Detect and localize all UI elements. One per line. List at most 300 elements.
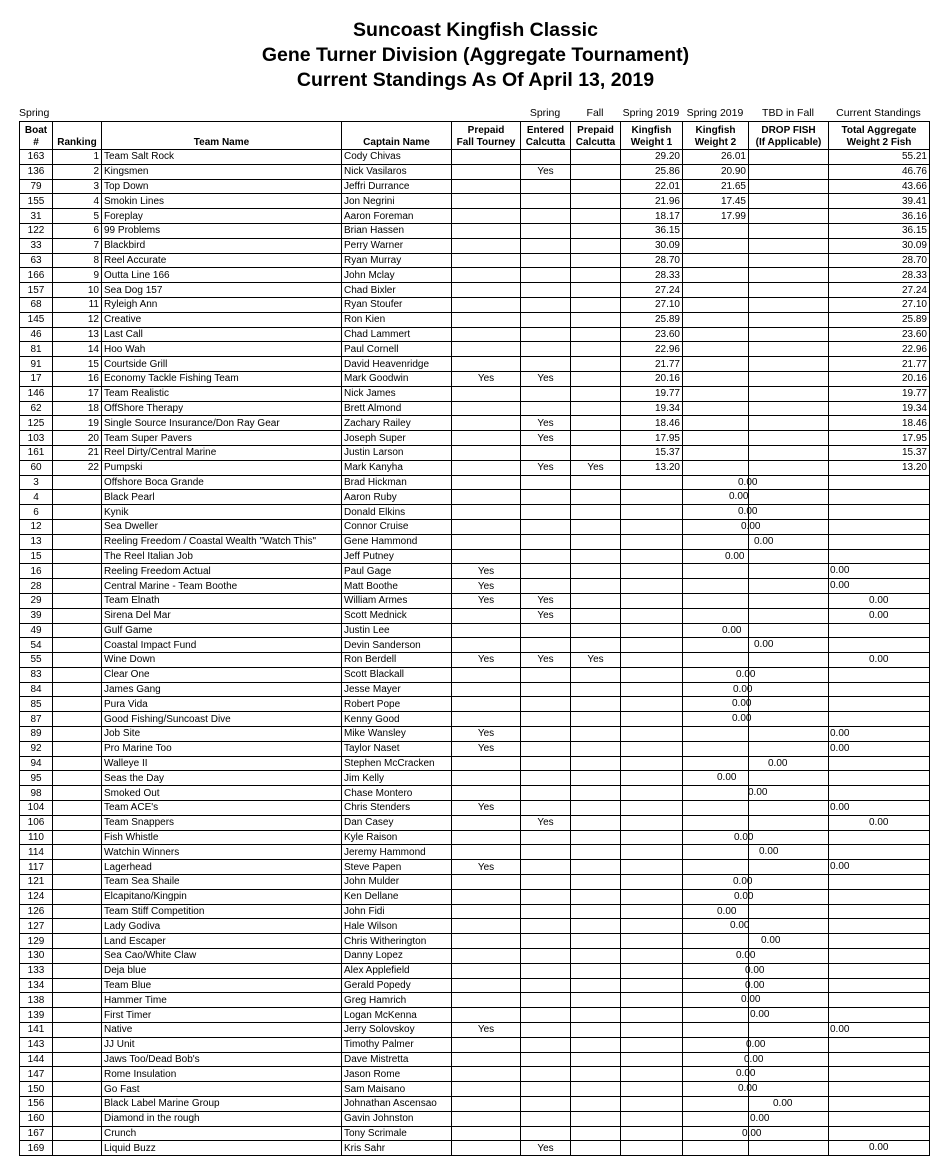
cell-drop-fish (749, 164, 829, 179)
cell-team-name: Outta Line 166 (102, 268, 342, 283)
cell-ranking (53, 505, 102, 520)
cell-team-name: Black Pearl (102, 490, 342, 505)
cell-weight-2 (683, 283, 749, 298)
cell-prepaid-fall (452, 312, 521, 327)
cell-prepaid-calcutta (571, 978, 621, 993)
cell-prepaid-fall (452, 297, 521, 312)
cell-boat: 121 (20, 875, 53, 890)
cell-ranking (53, 593, 102, 608)
preheader-fall-prepaid: Fall (586, 107, 604, 119)
cell-prepaid-fall (452, 786, 521, 801)
table-row (20, 875, 930, 890)
cell-drop-fish (749, 505, 829, 520)
cell-prepaid-fall (452, 223, 521, 238)
cell-entered-calcutta (521, 194, 571, 209)
zero-value: 0.00 (738, 476, 758, 488)
cell-drop-fish (749, 238, 829, 253)
cell-weight-2 (683, 1067, 756, 1082)
cell-prepaid-calcutta (571, 756, 621, 771)
cell-prepaid-calcutta (571, 845, 621, 860)
cell-boat: 54 (20, 638, 53, 653)
cell-captain-name: Justin Larson (342, 445, 452, 460)
cell-total-aggregate (829, 756, 930, 771)
cell-boat: 126 (20, 904, 53, 919)
cell-prepaid-calcutta (571, 934, 621, 949)
cell-weight-1 (621, 490, 683, 505)
header-line-2: Weight 2 Fish (846, 136, 912, 148)
cell-captain-name: Tony Scrimale (342, 1126, 452, 1141)
cell-prepaid-fall (452, 327, 521, 342)
cell-prepaid-fall: Yes (452, 801, 521, 816)
cell-team-name: Elcapitano/Kingpin (102, 889, 342, 904)
column-header-boat (20, 122, 53, 150)
cell-entered-calcutta (521, 963, 571, 978)
cell-prepaid-calcutta (571, 357, 621, 372)
cell-team-name: Diamond in the rough (102, 1111, 342, 1126)
cell-weight-1 (621, 1052, 683, 1067)
cell-ranking (53, 638, 102, 653)
cell-prepaid-fall (452, 934, 521, 949)
cell-entered-calcutta (521, 386, 571, 401)
cell-weight-2 (683, 845, 749, 860)
cell-prepaid-calcutta (571, 564, 621, 579)
cell-weight-1 (621, 593, 683, 608)
table-row (20, 534, 930, 549)
cell-prepaid-fall (452, 712, 521, 727)
cell-total-aggregate (829, 978, 930, 993)
zero-value: 0.00 (736, 1068, 756, 1080)
cell-captain-name: Paul Gage (342, 564, 452, 579)
cell-prepaid-fall (452, 401, 521, 416)
cell-captain-name: Jerry Solovskoy (342, 1023, 452, 1038)
standings-table (19, 121, 930, 1156)
cell-entered-calcutta (521, 549, 571, 564)
cell-boat: 16 (20, 564, 53, 579)
header-line-2: (If Applicable) (755, 136, 822, 148)
cell-captain-name: Jeremy Hammond (342, 845, 452, 860)
zero-value: 0.00 (869, 609, 889, 621)
cell-prepaid-fall (452, 534, 521, 549)
cell-weight-1 (621, 934, 683, 949)
cell-weight-1 (621, 549, 683, 564)
cell-ranking (53, 1067, 102, 1082)
cell-total-aggregate: 15.37 (829, 445, 930, 460)
cell-drop-fish (749, 1067, 829, 1082)
column-preheader (19, 107, 929, 120)
cell-total-aggregate: 30.09 (829, 238, 930, 253)
cell-total-aggregate (829, 815, 930, 830)
cell-entered-calcutta (521, 505, 571, 520)
cell-boat: 138 (20, 993, 53, 1008)
cell-prepaid-fall: Yes (452, 593, 521, 608)
cell-prepaid-fall: Yes (452, 653, 521, 668)
cell-drop-fish (749, 741, 829, 756)
cell-weight-2 (683, 1141, 749, 1156)
cell-prepaid-calcutta (571, 475, 621, 490)
cell-weight-2 (683, 312, 749, 327)
cell-team-name: Team Snappers (102, 815, 342, 830)
cell-weight-2: 17.99 (683, 209, 749, 224)
cell-entered-calcutta (521, 401, 571, 416)
header-line-2: Weight 1 (630, 136, 673, 148)
cell-prepaid-fall (452, 667, 521, 682)
cell-prepaid-calcutta (571, 579, 621, 594)
cell-boat: 156 (20, 1097, 53, 1112)
cell-weight-1: 21.77 (621, 357, 683, 372)
cell-prepaid-fall (452, 475, 521, 490)
cell-total-aggregate (829, 741, 930, 756)
zero-value: 0.00 (729, 491, 749, 503)
cell-drop-fish (749, 771, 829, 786)
table-row (20, 297, 930, 312)
cell-entered-calcutta (521, 1052, 571, 1067)
cell-weight-1 (621, 860, 683, 875)
cell-team-name: Fish Whistle (102, 830, 342, 845)
column-header-team-name (102, 122, 342, 150)
cell-weight-2 (683, 771, 749, 786)
cell-total-aggregate (829, 608, 930, 623)
cell-weight-2 (683, 919, 749, 934)
cell-drop-fish (749, 727, 829, 742)
cell-ranking (53, 549, 102, 564)
header-line-1: Prepaid (577, 125, 614, 136)
cell-ranking (53, 534, 102, 549)
cell-team-name: Crunch (102, 1126, 342, 1141)
cell-ranking (53, 1111, 102, 1126)
cell-weight-1 (621, 904, 683, 919)
cell-total-aggregate: 55.21 (829, 150, 930, 165)
cell-prepaid-fall (452, 431, 521, 446)
cell-ranking (53, 845, 102, 860)
cell-weight-2 (683, 727, 749, 742)
cell-drop-fish (749, 445, 829, 460)
cell-ranking (53, 815, 102, 830)
zero-value: 0.00 (869, 816, 889, 828)
cell-captain-name: Paul Cornell (342, 342, 452, 357)
table-row (20, 682, 930, 697)
cell-weight-1 (621, 815, 683, 830)
cell-total-aggregate (829, 1126, 930, 1141)
table-row (20, 801, 930, 816)
cell-drop-fish (749, 431, 829, 446)
cell-weight-2 (683, 416, 749, 431)
cell-drop-fish (749, 904, 829, 919)
cell-team-name: Economy Tackle Fishing Team (102, 371, 342, 386)
cell-entered-calcutta (521, 1126, 571, 1141)
cell-drop-fish (749, 889, 829, 904)
cell-drop-fish (749, 712, 829, 727)
cell-captain-name: Mike Wansley (342, 727, 452, 742)
cell-weight-1 (621, 1097, 683, 1112)
cell-boat: 133 (20, 963, 53, 978)
cell-captain-name: Zachary Railey (342, 416, 452, 431)
cell-ranking: 15 (53, 357, 102, 372)
cell-prepaid-fall (452, 623, 521, 638)
cell-total-aggregate (829, 949, 930, 964)
cell-team-name: Team Blue (102, 978, 342, 993)
zero-value: 0.00 (738, 1083, 758, 1095)
cell-captain-name: Aaron Foreman (342, 209, 452, 224)
table-row (20, 519, 930, 534)
cell-entered-calcutta (521, 564, 571, 579)
cell-weight-2 (683, 949, 756, 964)
cell-entered-calcutta (521, 223, 571, 238)
cell-weight-1 (621, 623, 683, 638)
cell-prepaid-calcutta (571, 386, 621, 401)
cell-prepaid-calcutta (571, 801, 621, 816)
column-header-ranking (53, 122, 102, 150)
table-row (20, 268, 930, 283)
cell-weight-1 (621, 579, 683, 594)
cell-total-aggregate (829, 549, 930, 564)
cell-weight-1 (621, 1037, 683, 1052)
cell-prepaid-calcutta (571, 223, 621, 238)
zero-value: 0.00 (736, 950, 756, 962)
cell-prepaid-calcutta (571, 431, 621, 446)
cell-total-aggregate (829, 993, 930, 1008)
cell-captain-name: Nick Vasilaros (342, 164, 452, 179)
cell-team-name: Liquid Buzz (102, 1141, 342, 1156)
cell-entered-calcutta: Yes (521, 1141, 571, 1156)
preheader-tbd-fall: TBD in Fall (762, 107, 814, 119)
cell-drop-fish (749, 608, 829, 623)
cell-ranking (53, 1141, 102, 1156)
cell-weight-2 (683, 801, 749, 816)
cell-total-aggregate (829, 1111, 930, 1126)
cell-boat: 87 (20, 712, 53, 727)
cell-total-aggregate: 17.95 (829, 431, 930, 446)
cell-prepaid-fall (452, 1126, 521, 1141)
cell-weight-1 (621, 993, 683, 1008)
cell-captain-name: Ryan Murray (342, 253, 452, 268)
cell-prepaid-calcutta (571, 623, 621, 638)
cell-weight-2 (683, 534, 749, 549)
zero-value: 0.00 (741, 520, 761, 532)
cell-prepaid-calcutta (571, 371, 621, 386)
cell-boat: 166 (20, 268, 53, 283)
cell-total-aggregate (829, 1082, 930, 1097)
cell-prepaid-fall: Yes (452, 741, 521, 756)
cell-captain-name: Chris Stenders (342, 801, 452, 816)
cell-total-aggregate (829, 564, 930, 579)
cell-drop-fish (749, 579, 829, 594)
cell-captain-name: Mark Kanyha (342, 460, 452, 475)
cell-drop-fish (749, 1052, 829, 1067)
cell-prepaid-fall (452, 505, 521, 520)
cell-ranking: 5 (53, 209, 102, 224)
header-line-2: Calcutta (525, 136, 566, 148)
cell-prepaid-fall (452, 386, 521, 401)
cell-team-name: Team ACE's (102, 801, 342, 816)
cell-prepaid-fall (452, 179, 521, 194)
cell-total-aggregate (829, 889, 930, 904)
cell-team-name: Watchin Winners (102, 845, 342, 860)
cell-prepaid-calcutta (571, 490, 621, 505)
cell-entered-calcutta (521, 638, 571, 653)
cell-weight-1 (621, 505, 683, 520)
cell-team-name: Hoo Wah (102, 342, 342, 357)
cell-prepaid-calcutta: Yes (571, 460, 621, 475)
table-row (20, 653, 930, 668)
cell-ranking (53, 697, 102, 712)
document-titles (0, 18, 951, 93)
cell-boat: 49 (20, 623, 53, 638)
table-row (20, 475, 930, 490)
cell-weight-1 (621, 771, 683, 786)
table-row (20, 1037, 930, 1052)
cell-weight-2 (683, 327, 749, 342)
cell-total-aggregate: 28.70 (829, 253, 930, 268)
cell-weight-2 (683, 238, 749, 253)
cell-boat: 124 (20, 889, 53, 904)
cell-entered-calcutta (521, 253, 571, 268)
cell-weight-2 (683, 223, 749, 238)
table-row (20, 164, 930, 179)
cell-prepaid-fall (452, 283, 521, 298)
cell-captain-name: Chris Witherington (342, 934, 452, 949)
zero-value: 0.00 (738, 506, 758, 518)
cell-prepaid-calcutta (571, 860, 621, 875)
cell-ranking (53, 712, 102, 727)
cell-team-name: Reeling Freedom / Coastal Wealth "Watch This" (102, 534, 342, 549)
cell-weight-1 (621, 801, 683, 816)
table-row (20, 786, 930, 801)
zero-value: 0.00 (734, 890, 754, 902)
table-row (20, 460, 930, 475)
cell-boat: 134 (20, 978, 53, 993)
cell-drop-fish (749, 1097, 829, 1112)
cell-ranking: 4 (53, 194, 102, 209)
cell-team-name: Good Fishing/Suncoast Dive (102, 712, 342, 727)
cell-ranking (53, 786, 102, 801)
zero-value: 0.00 (744, 1053, 764, 1065)
cell-weight-1 (621, 845, 683, 860)
cell-entered-calcutta (521, 682, 571, 697)
cell-team-name: Ryleigh Ann (102, 297, 342, 312)
cell-ranking: 9 (53, 268, 102, 283)
cell-total-aggregate: 27.10 (829, 297, 930, 312)
cell-weight-2 (683, 1111, 749, 1126)
cell-prepaid-calcutta (571, 727, 621, 742)
cell-weight-2 (683, 1082, 758, 1097)
cell-weight-2 (683, 268, 749, 283)
table-row (20, 342, 930, 357)
table-row (20, 194, 930, 209)
cell-weight-2 (683, 1126, 762, 1141)
cell-weight-2 (683, 593, 749, 608)
cell-weight-1: 19.77 (621, 386, 683, 401)
cell-team-name: The Reel Italian Job (102, 549, 342, 564)
table-row (20, 756, 930, 771)
cell-weight-1: 27.24 (621, 283, 683, 298)
cell-captain-name: Hale Wilson (342, 919, 452, 934)
cell-captain-name: David Heavenridge (342, 357, 452, 372)
cell-prepaid-fall (452, 845, 521, 860)
cell-prepaid-fall (452, 875, 521, 890)
header-line-2: # (33, 136, 39, 148)
cell-team-name: Team Super Pavers (102, 431, 342, 446)
cell-team-name: Smokin Lines (102, 194, 342, 209)
cell-weight-1: 25.86 (621, 164, 683, 179)
cell-boat: 92 (20, 741, 53, 756)
cell-total-aggregate (829, 1023, 930, 1038)
cell-drop-fish (749, 179, 829, 194)
cell-prepaid-fall (452, 164, 521, 179)
zero-value: 0.00 (732, 713, 752, 725)
cell-weight-2 (683, 253, 749, 268)
table-row (20, 608, 930, 623)
table-row (20, 431, 930, 446)
cell-captain-name: Kyle Raison (342, 830, 452, 845)
cell-entered-calcutta (521, 297, 571, 312)
cell-boat: 106 (20, 815, 53, 830)
cell-prepaid-fall (452, 697, 521, 712)
cell-prepaid-calcutta (571, 268, 621, 283)
cell-boat: 83 (20, 667, 53, 682)
cell-entered-calcutta: Yes (521, 653, 571, 668)
cell-team-name: Kynik (102, 505, 342, 520)
cell-entered-calcutta (521, 327, 571, 342)
cell-prepaid-fall (452, 1037, 521, 1052)
cell-drop-fish (749, 815, 829, 830)
cell-team-name: Top Down (102, 179, 342, 194)
table-row (20, 283, 930, 298)
table-row (20, 357, 930, 372)
cell-weight-2 (683, 638, 749, 653)
cell-team-name: Rome Insulation (102, 1067, 342, 1082)
cell-boat: 4 (20, 490, 53, 505)
cell-ranking (53, 519, 102, 534)
cell-total-aggregate (829, 1008, 930, 1023)
cell-prepaid-fall (452, 445, 521, 460)
cell-captain-name: Connor Cruise (342, 519, 452, 534)
cell-drop-fish (749, 209, 829, 224)
cell-weight-2 (683, 1023, 749, 1038)
cell-captain-name: Jeffri Durrance (342, 179, 452, 194)
cell-total-aggregate: 36.15 (829, 223, 930, 238)
cell-drop-fish (749, 1037, 829, 1052)
cell-total-aggregate: 20.16 (829, 371, 930, 386)
cell-prepaid-calcutta (571, 1008, 621, 1023)
cell-entered-calcutta (521, 845, 571, 860)
cell-total-aggregate (829, 830, 930, 845)
cell-weight-2 (683, 1008, 749, 1023)
cell-prepaid-calcutta (571, 327, 621, 342)
cell-entered-calcutta (521, 209, 571, 224)
cell-weight-2 (683, 386, 749, 401)
cell-captain-name: Stephen McCracken (342, 756, 452, 771)
cell-drop-fish (749, 1082, 829, 1097)
column-header-drop-fish (749, 122, 829, 150)
cell-entered-calcutta (521, 1067, 571, 1082)
cell-drop-fish (749, 593, 829, 608)
cell-team-name: Go Fast (102, 1082, 342, 1097)
cell-entered-calcutta (521, 771, 571, 786)
cell-weight-1: 36.15 (621, 223, 683, 238)
cell-total-aggregate (829, 623, 930, 638)
cell-entered-calcutta (521, 238, 571, 253)
cell-ranking (53, 727, 102, 742)
cell-weight-1: 22.96 (621, 342, 683, 357)
cell-team-name: First Timer (102, 1008, 342, 1023)
cell-entered-calcutta (521, 875, 571, 890)
cell-entered-calcutta (521, 712, 571, 727)
cell-prepaid-calcutta (571, 889, 621, 904)
cell-boat: 104 (20, 801, 53, 816)
cell-prepaid-calcutta (571, 519, 621, 534)
cell-prepaid-calcutta (571, 534, 621, 549)
cell-weight-1 (621, 830, 683, 845)
